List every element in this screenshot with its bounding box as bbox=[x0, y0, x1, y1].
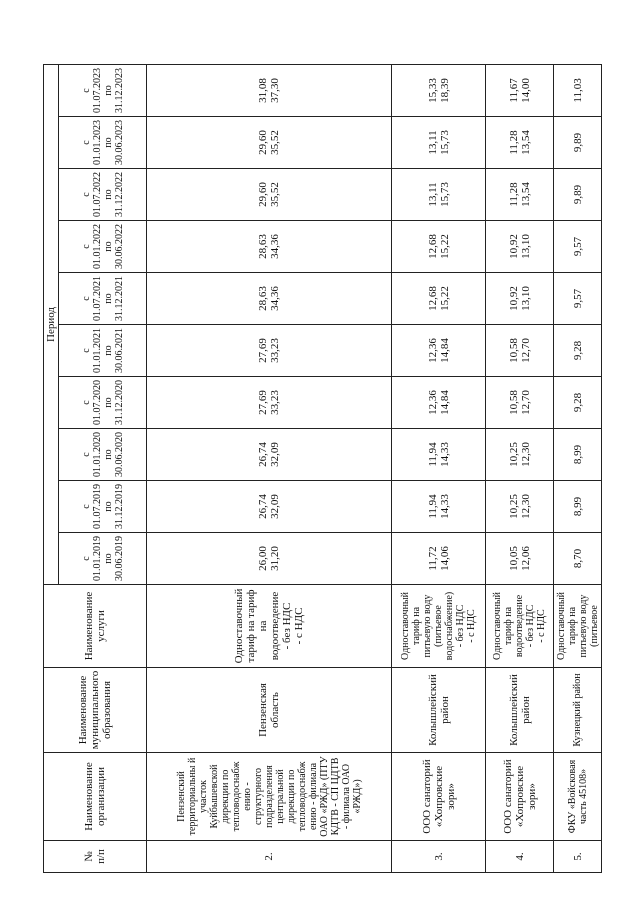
period-col: с 01.01.2019 по 30.06.2019 bbox=[59, 533, 147, 585]
tariff-value: 26,00 31,20 bbox=[147, 533, 392, 585]
period-col: с 01.07.2021 по 31.12.2021 bbox=[59, 273, 147, 325]
tariff-value: 9,89 bbox=[554, 169, 602, 221]
tariff-value: 27,69 33,23 bbox=[147, 377, 392, 429]
mo-name: Пензенская область bbox=[147, 668, 392, 753]
org-name: ФКУ «Войсковая часть 45108» bbox=[554, 753, 602, 841]
row-num: 2. bbox=[147, 841, 392, 873]
period-col: с 01.01.2023 по 30.06.2023 bbox=[59, 117, 147, 169]
row-num: 3. bbox=[392, 841, 486, 873]
tariff-value: 9,28 bbox=[554, 377, 602, 429]
tariff-value: 26,74 32,09 bbox=[147, 481, 392, 533]
tariff-value: 8,99 bbox=[554, 429, 602, 481]
period-col: с 01.01.2021 по 30.06.2021 bbox=[59, 325, 147, 377]
mo-name: Колышлейский район bbox=[392, 668, 486, 753]
row-num: 5. bbox=[554, 841, 602, 873]
period-col: с 01.07.2022 по 31.12.2022 bbox=[59, 169, 147, 221]
tariff-value: 28,63 34,36 bbox=[147, 221, 392, 273]
table-row bbox=[147, 64, 392, 872]
mo-name: Колышлейский район bbox=[486, 668, 554, 753]
tariff-value: 11,94 14,33 bbox=[392, 481, 486, 533]
tariff-table bbox=[43, 64, 602, 873]
header-service: Наименование услуги bbox=[44, 585, 147, 668]
tariff-value: 10,58 12,70 bbox=[486, 377, 554, 429]
tariff-value: 10,25 12,30 bbox=[486, 481, 554, 533]
header-org: Наименование организации bbox=[44, 753, 147, 841]
tariff-value: 11,03 bbox=[554, 64, 602, 116]
service-name: Одноставочный тариф на водоотведение - без НДС - с НДС bbox=[486, 585, 554, 668]
tariff-value: 11,28 13,54 bbox=[486, 117, 554, 169]
tariff-value: 11,94 14,33 bbox=[392, 429, 486, 481]
tariff-value: 9,57 bbox=[554, 221, 602, 273]
tariff-value: 8,99 bbox=[554, 481, 602, 533]
row-num: 4. bbox=[486, 841, 554, 873]
tariff-value: 10,25 12,30 bbox=[486, 429, 554, 481]
period-col: с 01.01.2020 по 30.06.2020 bbox=[59, 429, 147, 481]
header-mo: Наименование муниципального образования bbox=[44, 668, 147, 753]
service-name: Одноставочный тариф на питьевую воду (питьевое bbox=[554, 585, 602, 668]
rotated-table-wrapper bbox=[43, 68, 601, 873]
tariff-value: 8,70 bbox=[554, 533, 602, 585]
tariff-value: 12,68 15,22 bbox=[392, 273, 486, 325]
period-col: с 01.07.2023 по 31.12.2023 bbox=[59, 64, 147, 116]
tariff-value: 10,58 12,70 bbox=[486, 325, 554, 377]
table-row bbox=[554, 64, 602, 872]
tariff-value: 9,28 bbox=[554, 325, 602, 377]
tariff-value: 10,92 13,10 bbox=[486, 273, 554, 325]
service-name: Одноставочный тариф на тариф на водоотведение - без НДС - с НДС bbox=[147, 585, 392, 668]
tariff-value: 15,33 18,39 bbox=[392, 64, 486, 116]
tariff-value: 27,69 33,23 bbox=[147, 325, 392, 377]
period-col: с 01.07.2020 по 31.12.2020 bbox=[59, 377, 147, 429]
tariff-value: 26,74 32,09 bbox=[147, 429, 392, 481]
tariff-value: 10,92 13,10 bbox=[486, 221, 554, 273]
period-col: с 01.01.2022 по 30.06.2022 bbox=[59, 221, 147, 273]
org-name: Пензенский территориальны й участок Куйбышевской дирекции по тепловодоснабж ению - структурного подразделения центральной дирекции по тепловодоснабж ению - филиала ОАО «РЖД» (ПТУ КДТВ - СП ЦДТВ - филиала ОАО «РЖД») bbox=[147, 753, 392, 841]
period-col: с 01.07.2019 по 31.12.2019 bbox=[59, 481, 147, 533]
tariff-value: 28,63 34,36 bbox=[147, 273, 392, 325]
tariff-value: 11,67 14,00 bbox=[486, 64, 554, 116]
mo-name: Кузнецкий район bbox=[554, 668, 602, 753]
tariff-value: 13,11 15,73 bbox=[392, 169, 486, 221]
tariff-value: 12,68 15,22 bbox=[392, 221, 486, 273]
tariff-value: 13,11 15,73 bbox=[392, 117, 486, 169]
tariff-value: 11,72 14,06 bbox=[392, 533, 486, 585]
tariff-value: 31,08 37,30 bbox=[147, 64, 392, 116]
header-num: № п/п bbox=[44, 841, 147, 873]
tariff-value: 29,60 35,52 bbox=[147, 117, 392, 169]
tariff-value: 10,05 12,06 bbox=[486, 533, 554, 585]
table-row bbox=[486, 64, 554, 872]
tariff-value: 12,36 14,84 bbox=[392, 377, 486, 429]
tariff-value: 29,60 35,52 bbox=[147, 169, 392, 221]
service-name: Одноставочный тариф на питьевую воду (питьевое водоснабжение) - без НДС - с НДС bbox=[392, 585, 486, 668]
tariff-value: 9,57 bbox=[554, 273, 602, 325]
org-name: ООО санаторий «Хопровские зори» bbox=[392, 753, 486, 841]
header-period: Период bbox=[44, 64, 59, 584]
table-row bbox=[392, 64, 486, 872]
org-name: ООО санаторий «Хопровские зори» bbox=[486, 753, 554, 841]
tariff-value: 9,89 bbox=[554, 117, 602, 169]
tariff-value: 12,36 14,84 bbox=[392, 325, 486, 377]
tariff-value: 11,28 13,54 bbox=[486, 169, 554, 221]
